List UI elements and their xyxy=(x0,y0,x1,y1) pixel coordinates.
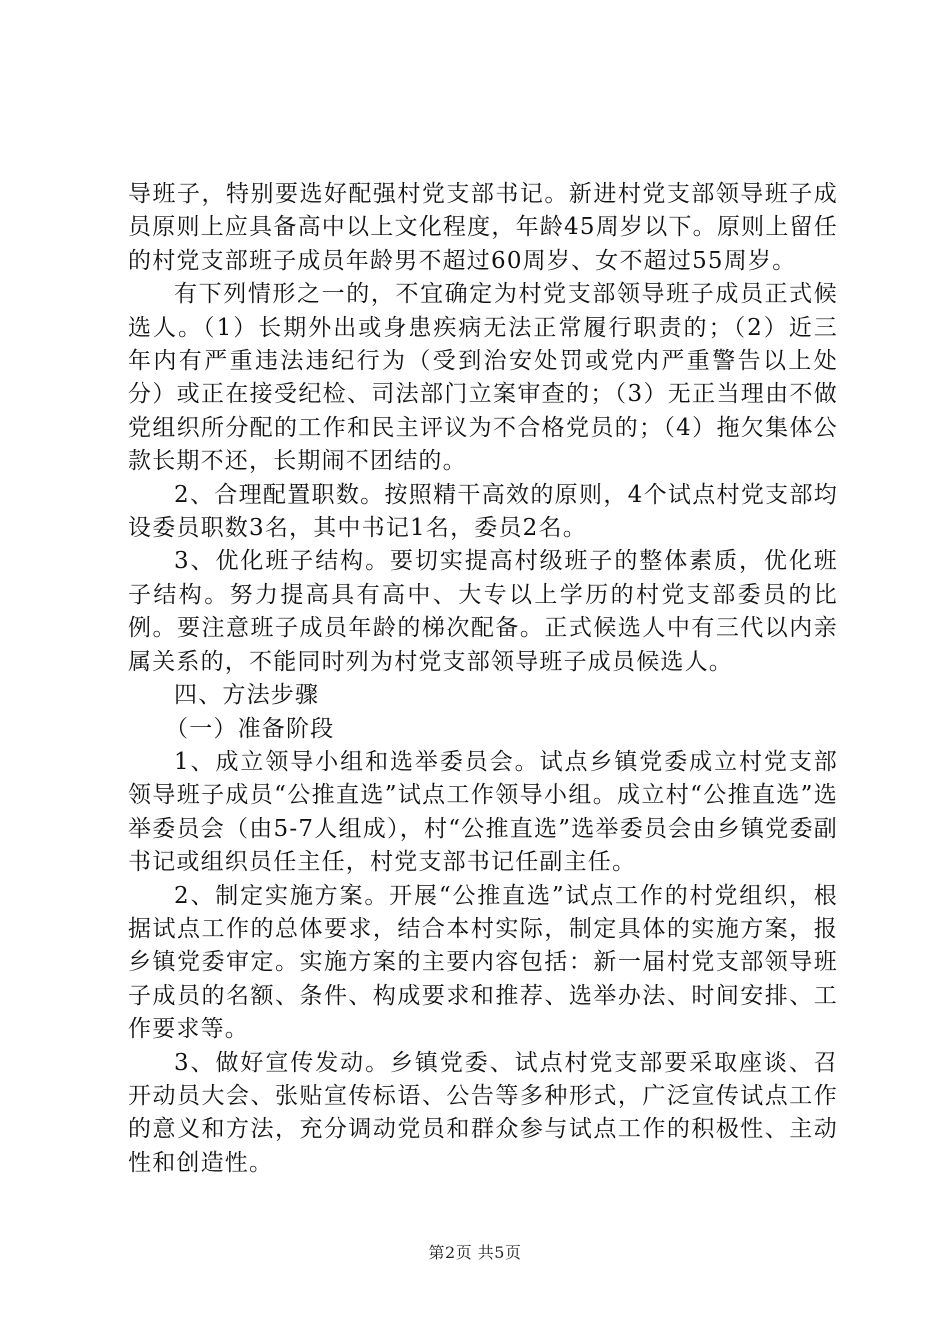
paragraph-leading-group: 1、成立领导小组和选举委员会。试点乡镇党委成立村党支部领导班子成员“公推直选”试点工作领导小组。成立村“公推直选”选举委员会（由5-7人组成），村“公推直选”选举委员会由乡镇党委副书记或组织员任主任，村党支部书记任副主任。 xyxy=(128,748,838,876)
document-body xyxy=(128,178,838,1180)
paragraph-implementation-plan: 2、制定实施方案。开展“公推直选”试点工作的村党组织，根据试点工作的总体要求，结合本村实际，制定具体的实施方案，报乡镇党委审定。实施方案的主要内容包括：新一届村党支部领导班子成员的名额、条件、构成要求和推荐、选举办法、时间安排、工作要求等。 xyxy=(128,882,838,1043)
paragraph-structure: 3、优化班子结构。要切实提高村级班子的整体素质，优化班子结构。努力提高具有高中、大专以上学历的村党支部委员的比例。要注意班子成员年龄的梯次配备。正式候选人中有三代以内亲属关系的，不能同时列为村党支部领导班子成员候选人。 xyxy=(128,548,838,675)
paragraph-continuation: 导班子，特别要选好配强村党支部书记。新进村党支部领导班子成员原则上应具备高中以上文化程度，年龄45周岁以下。原则上留任的村党支部班子成员年龄男不超过60周岁、女不超过55周岁。 xyxy=(128,181,838,274)
paragraph-positions: 2、合理配置职数。按照精干高效的原则，4个试点村党支部均设委员职数3名，其中书记1名，委员2名。 xyxy=(128,481,838,542)
section-heading-methods: 四、方法步骤 xyxy=(174,682,320,709)
subsection-heading-preparation: （一）准备阶段 xyxy=(165,715,335,742)
paragraph-disqualifications: 有下列情形之一的，不宜确定为村党支部领导班子成员正式候选人。（1）长期外出或身患疾病无法正常履行职责的；（2）近三年内有严重违法违纪行为（受到治安处罚或党内严重警告以上处分）或正在接受纪检、司法部门立案审查的；（3）无正当理由不做党组织所分配的工作和民主评议为不合格党员的；（4）拖欠集体公款长期不还，长期闹不团结的。 xyxy=(128,281,838,475)
page-footer: 第2页 共5页 xyxy=(428,1243,522,1262)
paragraph-publicity: 3、做好宣传发动。乡镇党委、试点村党支部要采取座谈、召开动员大会、张贴宣传标语、公告等多种形式，广泛宣传试点工作的意义和方法，充分调动党员和群众参与试点工作的积极性、主动性和创造性。 xyxy=(128,1049,838,1176)
